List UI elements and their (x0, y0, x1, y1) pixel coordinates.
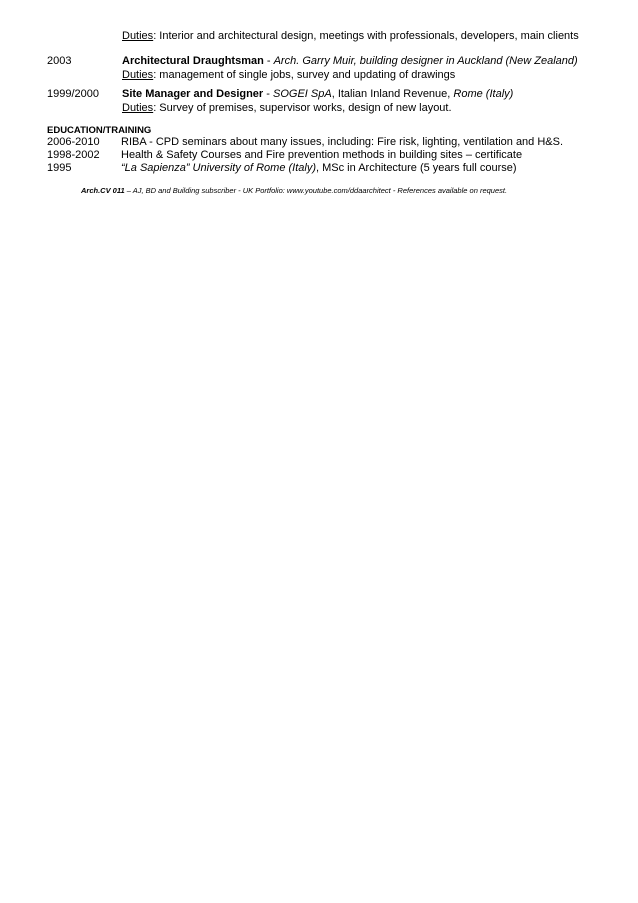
experience-year: 2003 (47, 55, 72, 67)
footer-text: – AJ, BD and Building subscriber - UK Portfolio: www.youtube.com/ddaarchitect - References available on request. (124, 186, 508, 195)
education-text: Health & Safety Courses and Fire prevention methods in building sites – certificate (121, 149, 523, 161)
footer-code: Arch.CV 011 (81, 186, 125, 195)
education-heading: EDUCATION/TRAINING (47, 125, 152, 136)
job-employer: Arch. Garry Muir, building designer in Auckland (New Zealand) (273, 55, 578, 67)
education-text-line (121, 162, 517, 175)
job-title: Architectural Draughtsman (122, 55, 264, 67)
duties-label: Duties (122, 102, 154, 114)
duties-line (122, 30, 579, 43)
experience-title-line (122, 88, 513, 101)
experience-year: 1999/2000 (47, 88, 99, 100)
duties-label: Duties (122, 30, 154, 42)
duties-text: : Survey of premises, supervisor works, design of new layout. (153, 102, 452, 114)
job-employer-detail: , Italian Inland Revenue, (331, 88, 454, 100)
experience-duties-line (122, 102, 452, 115)
education-text: , MSc in Architecture (5 years full course) (316, 162, 517, 174)
education-years: 1995 (47, 162, 72, 174)
education-text: RIBA - CPD seminars about many issues, including: Fire risk, lighting, ventilation and H&S. (121, 136, 564, 148)
job-employer: SOGEI SpA (273, 88, 332, 100)
duties-label: Duties (122, 69, 154, 81)
duties-text: : management of single jobs, survey and updating of drawings (153, 69, 456, 81)
cv-footer (81, 186, 507, 195)
duties-text: : Interior and architectural design, meetings with professionals, developers, main clients (153, 30, 579, 42)
job-separator: - (263, 88, 273, 100)
job-title: Site Manager and Designer (122, 88, 264, 100)
education-years: 2006-2010 (47, 136, 100, 148)
experience-title-line (122, 55, 578, 68)
job-separator: - (263, 55, 274, 67)
education-years: 1998-2002 (47, 149, 100, 161)
job-location: Rome (Italy) (453, 88, 514, 100)
education-institution: “La Sapienza” University of Rome (Italy) (121, 162, 317, 174)
experience-duties-line (122, 69, 455, 82)
